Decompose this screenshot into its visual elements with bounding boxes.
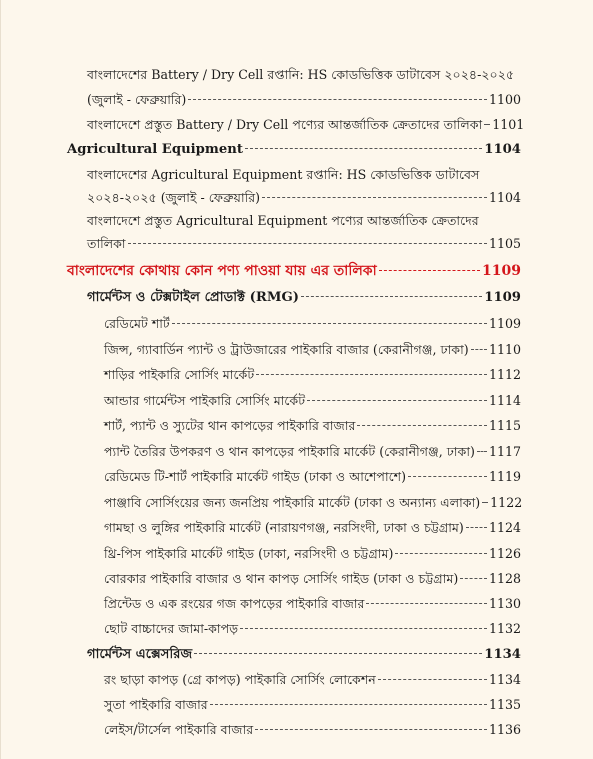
toc-entry-agri-export-cont[interactable] (87, 189, 521, 207)
dot-leader (240, 628, 487, 629)
toc-section-title: গার্মেন্টস এক্সেসরিজ (87, 647, 193, 662)
dot-leader (460, 578, 487, 579)
toc-entry-title: শাড়ির পাইকারি সোর্সিং মার্কেট (104, 367, 255, 382)
toc-page-number: 1117 (488, 444, 521, 459)
toc-entry-agri-buyers[interactable] (87, 212, 479, 230)
toc-page-number: 1110 (488, 342, 521, 357)
toc-entry-title: বাংলাদেশে প্রস্তুত Battery / Dry Cell পণ্যের আন্তর্জাতিক ক্রেতাদের তালিকা (87, 117, 483, 132)
toc-page-number: 1130 (488, 596, 521, 611)
toc-entry-battery-buyers[interactable] (87, 116, 525, 134)
toc-page-number: 1115 (488, 418, 521, 433)
toc-entry-agri-export[interactable] (87, 166, 479, 184)
toc-entry-lace-market[interactable] (104, 721, 521, 739)
dot-leader (172, 323, 487, 324)
toc-entry-title: গামছা ও লুঙ্গির পাইকারি মার্কেট (নারায়ণগঞ্জ, নরসিংদী, ঢাকা ও চট্টগ্রাম) (104, 520, 464, 535)
toc-page-number: 1134 (484, 647, 521, 662)
toc-page-number: 1105 (488, 236, 521, 251)
dot-leader (357, 425, 487, 426)
toc-entry-title: লেইস/টার্সেল পাইকারি বাজার (104, 722, 254, 737)
dot-leader (256, 374, 487, 375)
toc-page-number: 1124 (488, 520, 521, 535)
toc-entry-grey-fabric[interactable] (104, 671, 521, 689)
dot-leader (262, 197, 487, 198)
dot-leader (128, 243, 487, 244)
toc-entry-title: রেডিমেট শার্ট (104, 316, 170, 331)
dot-leader (379, 270, 480, 271)
dot-leader (471, 349, 487, 350)
dot-leader (408, 476, 487, 477)
dot-leader (307, 400, 487, 401)
toc-entry-readymade-shirt[interactable] (104, 315, 521, 333)
toc-entry-title: রং ছাড়া কাপড় (গ্রে কাপড়) পাইকারি সোর্সিং লোকেশন (104, 672, 376, 687)
toc-page-number: 1132 (488, 621, 521, 636)
toc-chapter-title: বাংলাদেশের কোথায় কোন পণ্য পাওয়া যায় এর তালিকা (67, 263, 377, 279)
dot-leader (210, 704, 487, 705)
toc-page-number: 1114 (488, 393, 521, 408)
dot-leader (477, 451, 487, 452)
toc-entry-title: (জুলাই - ফেব্রুয়ারি) (87, 92, 187, 107)
toc-entry-title: শার্ট, প্যান্ট ও স্যুটের থান কাপড়ের পাইকারি বাজার (104, 418, 356, 433)
toc-entry-title: আন্ডার গার্মেন্টস পাইকারি সোর্সিং মার্কেট (104, 393, 306, 408)
toc-section-title: গার্মেন্টস ও টেক্সটাইল প্রোডাক্ট (RMG) (87, 290, 299, 305)
toc-entry-title: বোরকার পাইকারি বাজার ও থান কাপড় সোর্সিং গাইড (ঢাকা ও চট্টগ্রাম) (104, 571, 459, 586)
dot-leader (378, 679, 487, 680)
toc-section-title: Agricultural Equipment (67, 142, 243, 157)
toc-page-number: 1122 (490, 495, 523, 510)
toc-entry-tshirt-guide[interactable] (104, 468, 521, 486)
toc-entry-printed-fabric[interactable] (104, 595, 521, 613)
toc-entry-title: প্রিন্টেড ও এক রংয়ের গজ কাপড়ের পাইকারি বাজার (104, 596, 365, 611)
toc-entry-title: বাংলাদেশের Agricultural Equipment রপ্তানি: HS কোডভিত্তিক ডাটাবেস (87, 167, 480, 182)
toc-page-number: 1112 (488, 367, 521, 382)
toc-page-number: 1126 (488, 546, 521, 561)
toc-page-number: 1109 (488, 316, 521, 331)
toc-entry-title: পাঞ্জাবি সোর্সিংয়ের জন্য জনপ্রিয় পাইকারি মার্কেট (ঢাকা ও অন্যান্য এলাকা) (104, 495, 481, 510)
toc-entry-jeans-market[interactable] (104, 341, 521, 359)
toc-page-number: 1101 (492, 117, 525, 132)
toc-entry-title: ২০২৪-২০২৫ (জুলাই - ফেব্রুয়ারি) (87, 190, 261, 205)
dot-leader (301, 296, 482, 297)
toc-entry-threepiece-guide[interactable] (104, 545, 521, 563)
toc-page-number: 1128 (488, 571, 521, 586)
dot-leader (482, 502, 488, 503)
toc-entry-battery-export[interactable] (87, 66, 514, 84)
toc-page-number: 1119 (488, 469, 521, 484)
toc-entry-title: জিন্স, গ্যাবার্ডিন প্যান্ট ও ট্রাউজারের পাইকারি বাজার (কেরানীগঞ্জ, ঢাকা) (104, 342, 469, 357)
toc-page-number: 1134 (488, 672, 521, 687)
toc-entry-saree-market[interactable] (104, 366, 521, 384)
toc-entry-panjabi-market[interactable] (104, 494, 521, 512)
toc-entry-shirt-fabric[interactable] (104, 417, 521, 435)
dot-leader (245, 148, 482, 149)
toc-entry-underwear-market[interactable] (104, 392, 521, 410)
toc-section-rmg[interactable] (87, 289, 521, 307)
toc-entry-gamcha-market[interactable] (104, 519, 521, 537)
dot-leader (366, 603, 486, 604)
toc-entry-agri-buyers-cont[interactable] (87, 235, 521, 253)
dot-leader (484, 124, 490, 125)
toc-entry-battery-export-cont[interactable] (87, 91, 521, 109)
toc-page-number: 1100 (488, 92, 521, 107)
toc-page-number: 1109 (484, 290, 521, 305)
toc-entry-title: ছোট বাচ্চাদের জামা-কাপড় (104, 621, 239, 636)
toc-entry-title: রেডিমেড টি-শার্ট পাইকারি মার্কেট গাইড (ঢাকা ও আশেপাশে) (104, 469, 407, 484)
dot-leader (255, 729, 487, 730)
dot-leader (194, 653, 482, 654)
toc-page-number: 1104 (484, 142, 521, 157)
toc-entry-title: সুতা পাইকারি বাজার (104, 697, 208, 712)
dot-leader (466, 527, 487, 528)
toc-entry-title: বাংলাদেশের Battery / Dry Cell রপ্তানি: HS কোডভিত্তিক ডাটাবেস ২০২৪-২০২৫ (87, 67, 515, 82)
toc-chapter-product-locations[interactable] (67, 262, 521, 280)
toc-entry-title: বাংলাদেশে প্রস্তুত Agricultural Equipment পণ্যের আন্তর্জাতিক ক্রেতাদের (87, 213, 479, 228)
toc-entry-pant-materials[interactable] (104, 443, 521, 461)
toc-entry-borka-guide[interactable] (104, 570, 521, 588)
toc-entry-title: থ্রি-পিস পাইকারি মার্কেট গাইড (ঢাকা, নরসিংদী ও চট্টগ্রাম) (104, 546, 394, 561)
toc-page-number: 1104 (488, 190, 521, 205)
dot-leader (188, 99, 487, 100)
toc-page-number: 1109 (482, 263, 521, 279)
toc-entry-title: প্যান্ট তৈরির উপকরণ ও থান কাপড়ের পাইকারি মার্কেট (কেরানীগঞ্জ, ঢাকা) (104, 444, 475, 459)
toc-section-agricultural-equipment[interactable] (67, 141, 521, 159)
toc-entry-title: তালিকা (87, 236, 126, 251)
toc-page-number: 1136 (488, 722, 521, 737)
toc-entry-kids-clothes[interactable] (104, 620, 521, 638)
toc-entry-yarn-market[interactable] (104, 696, 521, 714)
toc-page-number: 1135 (488, 697, 521, 712)
dot-leader (395, 553, 487, 554)
toc-section-garments-accessories[interactable] (87, 646, 521, 664)
